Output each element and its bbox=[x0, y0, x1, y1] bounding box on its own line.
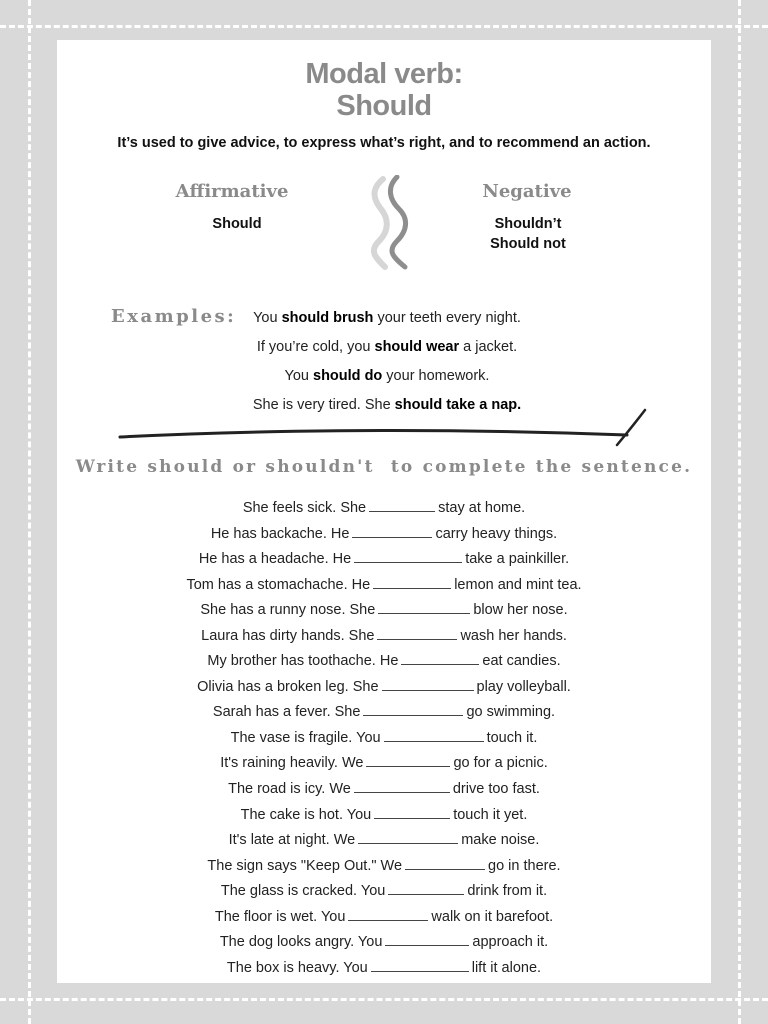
frame-dash-left bbox=[28, 0, 31, 1024]
sentence-start: My brother has toothache. He bbox=[207, 653, 399, 670]
exercise-sentence bbox=[57, 573, 711, 599]
answer-blank[interactable] bbox=[373, 574, 451, 589]
sentence-end: go for a picnic. bbox=[453, 755, 548, 772]
affirmative-heading: Affirmative bbox=[175, 181, 289, 202]
sentence-start: He has a headache. He bbox=[198, 551, 352, 568]
frame-dash-right bbox=[738, 0, 741, 1024]
exercise-sentence bbox=[57, 700, 711, 726]
squiggle-decoration-icon bbox=[369, 175, 419, 270]
example-text: your homework. bbox=[382, 368, 490, 384]
sentence-start: Laura has dirty hands. She bbox=[201, 627, 375, 644]
exercise-sentence bbox=[57, 905, 711, 931]
example-modal: should do bbox=[313, 368, 383, 384]
answer-blank[interactable] bbox=[363, 701, 463, 716]
sentence-start: It's raining heavily. We bbox=[220, 755, 364, 772]
example-modal: should take a nap. bbox=[394, 397, 522, 413]
answer-blank[interactable] bbox=[377, 625, 457, 640]
exercise-sentence bbox=[57, 930, 711, 956]
sentence-end: touch it. bbox=[486, 729, 538, 746]
negative-form-1: Shouldn’t bbox=[494, 216, 562, 232]
sentence-end: walk on it barefoot. bbox=[431, 908, 554, 925]
sentence-end: eat candies. bbox=[482, 653, 561, 670]
exercise-sentence bbox=[57, 879, 711, 905]
answer-blank[interactable] bbox=[371, 957, 469, 972]
answer-blank[interactable] bbox=[401, 650, 479, 665]
answer-blank[interactable] bbox=[385, 931, 469, 946]
answer-blank[interactable] bbox=[374, 804, 450, 819]
exercise-sentence bbox=[57, 649, 711, 675]
sentence-end: blow her nose. bbox=[473, 602, 568, 619]
sentence-start: He has backache. He bbox=[210, 525, 350, 542]
exercise-sentence bbox=[57, 828, 711, 854]
sentence-start: Sarah has a fever. She bbox=[212, 704, 361, 721]
sentence-end: take a painkiller. bbox=[465, 551, 570, 568]
affirmative-form: Should bbox=[212, 216, 262, 232]
intro-text: It’s used to give advice, to express what’s right, and to recommend an action. bbox=[117, 135, 651, 151]
hand-drawn-divider bbox=[117, 405, 652, 450]
exercise-sentence bbox=[57, 522, 711, 548]
exercise-sentence bbox=[57, 777, 711, 803]
answer-blank[interactable] bbox=[366, 752, 450, 767]
negative-form-2: Should not bbox=[490, 236, 566, 252]
sentence-start: The vase is fragile. You bbox=[230, 729, 381, 746]
answer-blank[interactable] bbox=[378, 599, 470, 614]
answer-blank[interactable] bbox=[358, 829, 458, 844]
example-text: If you’re cold, you bbox=[256, 339, 375, 355]
exercise-sentence bbox=[57, 803, 711, 829]
answer-blank[interactable] bbox=[369, 497, 435, 512]
answer-blank[interactable] bbox=[354, 548, 462, 563]
answer-blank[interactable] bbox=[388, 880, 464, 895]
sentence-end: drive too fast. bbox=[452, 781, 540, 798]
sentence-start: Tom has a stomachache. He bbox=[186, 576, 371, 593]
exercise-sentence bbox=[57, 854, 711, 880]
answer-blank[interactable] bbox=[384, 727, 484, 742]
title-line-2: Should bbox=[336, 90, 432, 122]
example-text: your teeth every night. bbox=[373, 310, 521, 326]
exercise-sentence bbox=[57, 675, 711, 701]
exercise-sentence bbox=[57, 726, 711, 752]
sentence-end: go in there. bbox=[488, 857, 561, 874]
example-line bbox=[227, 339, 547, 355]
sentence-end: stay at home. bbox=[438, 500, 526, 516]
exercise-sentence bbox=[57, 547, 711, 573]
sentence-end: wash her hands. bbox=[460, 627, 567, 644]
page-title bbox=[57, 58, 711, 122]
sentence-start: She feels sick. She bbox=[242, 500, 367, 516]
exercise-sentence bbox=[57, 956, 711, 982]
sentence-start: The box is heavy. You bbox=[226, 959, 368, 976]
frame-dash-top bbox=[0, 25, 768, 28]
sentence-end: approach it. bbox=[472, 934, 549, 951]
sentence-end: touch it yet. bbox=[453, 806, 528, 823]
sentence-end: lemon and mint tea. bbox=[454, 576, 582, 593]
exercise-sentence bbox=[57, 598, 711, 624]
worksheet bbox=[57, 40, 711, 983]
example-text: You bbox=[284, 368, 314, 384]
example-modal: should brush bbox=[281, 310, 374, 326]
sentence-start: The cake is hot. You bbox=[240, 806, 372, 823]
answer-blank[interactable] bbox=[382, 676, 474, 691]
sentence-start: Olivia has a broken leg. She bbox=[197, 678, 379, 695]
sentence-start: The sign says "Keep Out." We bbox=[207, 857, 403, 874]
exercise-sentence bbox=[57, 496, 711, 522]
examples-label: Examples: bbox=[111, 306, 237, 327]
example-text: She is very tired. She bbox=[252, 397, 395, 413]
sentence-end: drink from it. bbox=[467, 883, 548, 900]
example-line bbox=[227, 310, 547, 326]
answer-blank[interactable] bbox=[354, 778, 450, 793]
answer-blank[interactable] bbox=[348, 906, 428, 921]
sentence-end: carry heavy things. bbox=[435, 525, 558, 542]
answer-blank[interactable] bbox=[405, 855, 485, 870]
sentence-start: The glass is cracked. You bbox=[220, 883, 386, 900]
sentence-end: play volleyball. bbox=[476, 678, 571, 695]
example-text: You bbox=[253, 310, 282, 326]
sentence-start: She has a runny nose. She bbox=[200, 602, 376, 619]
sentence-start: The road is icy. We bbox=[228, 781, 351, 798]
example-line bbox=[227, 368, 547, 384]
sentence-start: It's late at night. We bbox=[228, 832, 356, 849]
sentence-end: go swimming. bbox=[466, 704, 556, 721]
answer-blank[interactable] bbox=[352, 523, 432, 538]
frame-dash-bottom bbox=[0, 998, 768, 1001]
task-instruction: Write should or shouldn't to complete the sentence. bbox=[75, 457, 693, 477]
exercise-list bbox=[57, 496, 711, 981]
negative-heading: Negative bbox=[482, 181, 572, 202]
example-modal: should wear bbox=[374, 339, 460, 355]
exercise-sentence bbox=[57, 624, 711, 650]
exercise-sentence bbox=[57, 751, 711, 777]
sentence-end: lift it alone. bbox=[471, 959, 542, 976]
sentence-start: The floor is wet. You bbox=[214, 908, 346, 925]
sentence-end: make noise. bbox=[461, 832, 540, 849]
sentence-start: The dog looks angry. You bbox=[219, 934, 383, 951]
example-text: a jacket. bbox=[459, 339, 518, 355]
title-line-1: Modal verb: bbox=[305, 58, 463, 90]
